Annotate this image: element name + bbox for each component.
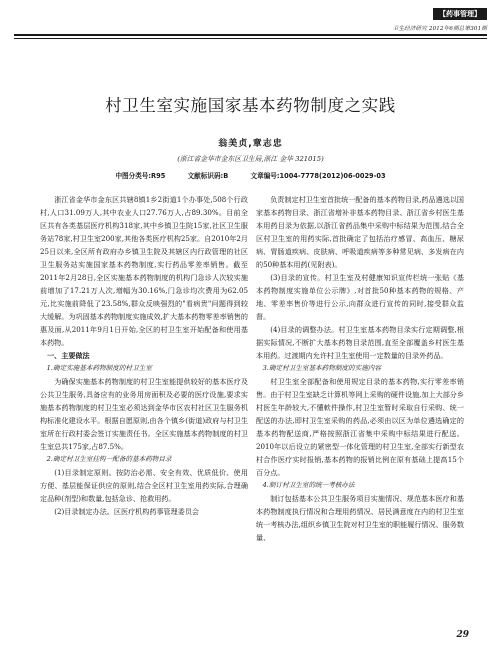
article-meta [0, 170, 501, 180]
left-column [40, 193, 248, 518]
body-paragraph: (3)目录的宣传。村卫生室及村健康知识宣传栏统一张贴《基本药物制度实施单位公示牌》,对首批50种基本药物的规格、产地、零差率售价等进行公示,向群众进行宣传的同时,接受群众监督。 [256, 273, 464, 321]
body-paragraph: (4)目录的调整办法。村卫生室基本药物目录实行定期调整,根据实际情况,不断扩大基本药物目录范围,直至全部覆盖乡村医生基本用药。过渡期内允许村卫生室使用一定数量的目录外药品。 [256, 325, 464, 360]
body-paragraph: 制订包括基本公共卫生服务项目实施情况、规范基本医疗和基本药物制度执行情况和合理用药情况、居民满意度在内的村卫生室统一考核办法,组织乡镇卫生院对村卫生室的职能履行情况、服务数量、 [256, 494, 464, 542]
clc-number: 中图分类号:R95 [115, 172, 166, 180]
body-paragraph: (1)目录制定原则。按防治必需、安全有效、优质低价、使用方便、基层能保证供应的原则,结合全区村卫生室用药实际,合理确定品种(剂型)和数量,包括急诊、抢救用药。 [40, 468, 248, 503]
subsection-heading: 2.确定村卫生室挂钩一配备的基本药物目录 [46, 455, 172, 463]
section-tag: 【药事管理】 [433, 8, 487, 20]
affiliation: (浙江省金华市金东区卫生局,浙江 金华 321015) [177, 155, 324, 163]
header-rule-thin [14, 38, 487, 39]
body-paragraph: (2)目录制定办法。区医疗机构药事管理委员会 [54, 507, 200, 516]
article-number: 文章编号:1004-7778(2012)06-0029-03 [250, 172, 386, 180]
section-heading: 一、主要做法 [47, 351, 90, 360]
subsection-heading: 1.确定实施基本药物制度的村卫生室 [46, 364, 152, 372]
page-number: 29 [456, 630, 469, 640]
right-column [256, 193, 464, 544]
body-paragraph: 浙江省金华市金东区共辖8镇1乡2街道1个办事处,508个行政村,人口31.09万人,其中农业人口27.76万人,占89.30%。目前全区共有各类基层医疗机构318家,其中乡镇卫生院15家,社区卫生服务站78家,村卫生室200家,其他各类医疗机构25家。自2010年2月25日以来,全区所有政府办乡镇卫生院及其辖区内行政管理的社区卫生服务站实施国家基本药物制度,实行药品零差率销售。截至2011年2月28日,全区实施基本药物制度的机构门急诊人次较实施前增加了17.21万人次,增幅为30.16%,门急诊均次费用为62.05元,比实施前降低了23.58%,群众反映强烈的"看病贵"问题得到较大缓解。为巩固基本药物制度实施成效,扩大基本药物零差率销售的惠及面,从2011年9月1日开始,全区的村卫生室开始配备和使用基本药物。 [40, 195, 248, 347]
body-paragraph: 村卫生室全部配备和使用规定目录的基本药物,实行零差率销售。由于村卫生室缺乏计算机等网上采购的硬件设施,加上大部分乡村医生年龄较大,不懂軟件操作,村卫生室暂时采取自行采购、统一配送的办法,即村卫生室采购的药品,必须由以区为单位遴选确定的基本药物配送商,严格按照浙江省集中采购中标结果进行配送。2010年以后设立的紧密型一体化管理的村卫生室,全部实行新型农村合作医疗实时报销,基本药物的报销比例在原有基础上提高15个百分点。 [256, 377, 464, 477]
body-paragraph: 为确保实施基本药物制度的村卫生室能提供较好的基本医疗及公共卫生服务,具备应有的业务用房面积及必要的医疗设施,要求实施基本药物制度的村卫生室必须达到金华市区农村社区卫生服务机构标准化建设水平。根据自愿原则,由各个镇乡(街道)政府与村卫生室所在行政村委会签订实施责任书。全区实施基本药物制度的村卫生室总共175家,占87.5%。 [40, 377, 248, 451]
subsection-heading: 3.确定村卫生室基本药物制度的实施内容 [262, 364, 381, 372]
body-paragraph: 负责制定村卫生室首批统一配备的基本药物目录,药品遴选以国家基本药物目录、浙江省增补非基本药物目录、浙江省乡村医生基本用药目录为依据,以浙江省药品集中采购中标结果为范围,结合全区村卫生室的用药实际,首批确定了包括治疗感冒、高血压、糖尿病、胃肠道疾病、皮肤病、呼吸道疾病等多种常见病、多发病在内的50种基本用药(见附表)。 [256, 195, 464, 269]
authors: 翁美贞,章志忠 [218, 139, 283, 149]
journal-header: 卫生经济研究 2012年6期总第301期 [392, 26, 487, 32]
subsection-heading: 4.制订村卫生室的统一考核办法 [262, 481, 355, 489]
header-rule [14, 34, 487, 36]
article-title: 村卫生室实施国家基本药物制度之实践 [105, 96, 396, 115]
document-code: 文献标识码:B [187, 172, 229, 180]
